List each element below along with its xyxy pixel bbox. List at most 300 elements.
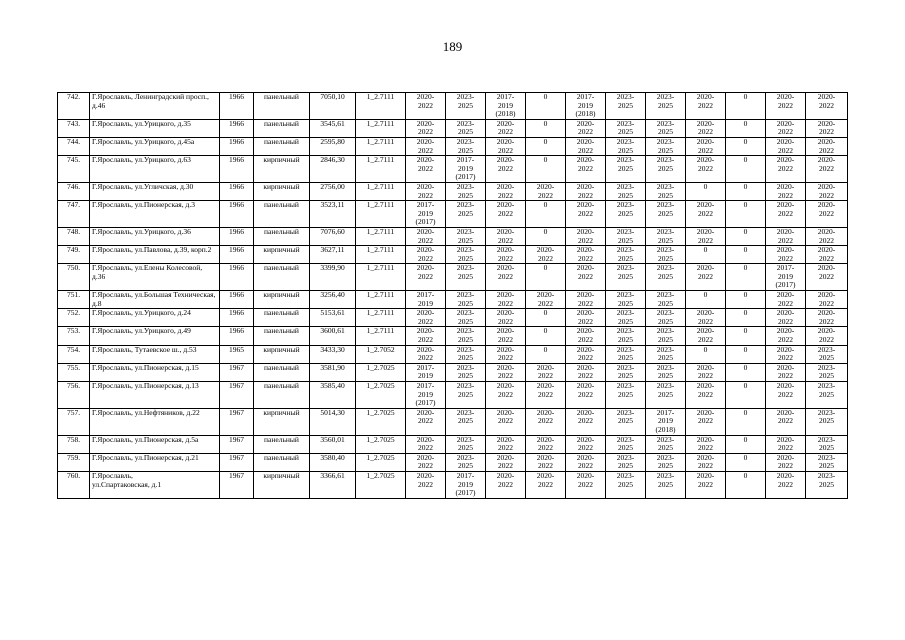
address-cell: Г.Ярославль, ул.Елены Колесовой, д.36 bbox=[90, 264, 220, 291]
repair-period-cell: 0 bbox=[686, 345, 726, 363]
repair-period-cell: 2023- 2025 bbox=[606, 119, 646, 137]
repair-period-cell: 2020- 2022 bbox=[566, 291, 606, 309]
repair-period-cell: 2023- 2025 bbox=[646, 156, 686, 183]
area-cell: 3585,40 bbox=[310, 382, 356, 409]
table-row bbox=[58, 246, 848, 264]
area-cell: 5014,30 bbox=[310, 408, 356, 435]
repair-period-cell: 2017- 2019 bbox=[406, 291, 446, 309]
series-code-cell: 1_2.7111 bbox=[356, 137, 406, 155]
repair-period-cell: 2020- 2022 bbox=[686, 408, 726, 435]
repair-period-cell: 2023- 2025 bbox=[646, 93, 686, 120]
repair-period-cell: 2023- 2025 bbox=[606, 291, 646, 309]
area-cell: 3256,40 bbox=[310, 291, 356, 309]
repair-period-cell: 2020- 2022 bbox=[686, 156, 726, 183]
repair-period-cell: 0 bbox=[726, 363, 766, 381]
repair-period-cell: 2020- 2022 bbox=[766, 327, 806, 345]
repair-period-cell: 2023- 2025 bbox=[446, 327, 486, 345]
series-code-cell: 1_2.7111 bbox=[356, 327, 406, 345]
page-number: 189 bbox=[442, 39, 463, 54]
area-cell: 7050,10 bbox=[310, 93, 356, 120]
area-cell: 3560,01 bbox=[310, 435, 356, 453]
row-number-cell: 750. bbox=[58, 264, 90, 291]
repair-period-cell: 2020- 2022 bbox=[766, 345, 806, 363]
repair-period-cell: 2020- 2022 bbox=[406, 309, 446, 327]
repair-period-cell: 2020- 2022 bbox=[766, 156, 806, 183]
wall-material-cell: панельный bbox=[254, 119, 310, 137]
repair-period-cell: 2023- 2025 bbox=[806, 382, 848, 409]
repair-period-cell: 2023- 2025 bbox=[646, 345, 686, 363]
repair-period-cell: 2023- 2025 bbox=[646, 327, 686, 345]
repair-period-cell: 2023- 2025 bbox=[806, 408, 848, 435]
repair-period-cell: 0 bbox=[686, 291, 726, 309]
repair-period-cell: 2020- 2022 bbox=[486, 246, 526, 264]
table-row bbox=[58, 291, 848, 309]
table-row bbox=[58, 345, 848, 363]
repair-period-cell: 2020- 2022 bbox=[406, 345, 446, 363]
repair-period-cell: 2023- 2025 bbox=[646, 435, 686, 453]
repair-period-cell: 2023- 2025 bbox=[606, 309, 646, 327]
repair-period-cell: 2020- 2022 bbox=[766, 363, 806, 381]
series-code-cell: 1_2.7111 bbox=[356, 119, 406, 137]
repair-period-cell: 2020- 2022 bbox=[766, 93, 806, 120]
series-code-cell: 1_2.7025 bbox=[356, 382, 406, 409]
repair-period-cell: 2020- 2022 bbox=[486, 227, 526, 245]
row-number-cell: 756. bbox=[58, 382, 90, 409]
repair-period-cell: 2023- 2025 bbox=[446, 227, 486, 245]
repair-period-cell: 0 bbox=[526, 93, 566, 120]
row-number-cell: 745. bbox=[58, 156, 90, 183]
repair-period-cell: 2020- 2022 bbox=[406, 453, 446, 471]
repair-period-cell: 2020- 2022 bbox=[566, 327, 606, 345]
repair-period-cell: 2020- 2022 bbox=[686, 264, 726, 291]
area-cell: 3523,11 bbox=[310, 201, 356, 228]
repair-period-cell: 0 bbox=[526, 264, 566, 291]
table-row bbox=[58, 201, 848, 228]
repair-period-cell: 0 bbox=[526, 227, 566, 245]
table-row bbox=[58, 327, 848, 345]
repair-period-cell: 2020- 2022 bbox=[686, 363, 726, 381]
repair-period-cell: 2020- 2022 bbox=[766, 137, 806, 155]
repair-period-cell: 2023- 2025 bbox=[606, 363, 646, 381]
repair-period-cell: 2020- 2022 bbox=[686, 471, 726, 498]
repair-period-cell: 2020- 2022 bbox=[686, 382, 726, 409]
repair-period-cell: 2020- 2022 bbox=[566, 345, 606, 363]
repair-period-cell: 2023- 2025 bbox=[446, 453, 486, 471]
wall-material-cell: панельный bbox=[254, 201, 310, 228]
address-cell: Г.Ярославль, ул.Пионерская, д.5а bbox=[90, 435, 220, 453]
repair-period-cell: 2023- 2025 bbox=[646, 453, 686, 471]
repair-period-cell: 2020- 2022 bbox=[766, 201, 806, 228]
repair-period-cell: 2023- 2025 bbox=[646, 471, 686, 498]
repair-period-cell: 2020- 2022 bbox=[806, 246, 848, 264]
series-code-cell: 1_2.7111 bbox=[356, 291, 406, 309]
repair-period-cell: 2023- 2025 bbox=[646, 201, 686, 228]
repair-period-cell: 2023- 2025 bbox=[806, 453, 848, 471]
row-number-cell: 754. bbox=[58, 345, 90, 363]
repair-period-cell: 2020- 2022 bbox=[406, 137, 446, 155]
repair-period-cell: 2020- 2022 bbox=[406, 182, 446, 200]
repair-period-cell: 2017- 2019 (2018) bbox=[566, 93, 606, 120]
repair-period-cell: 2020- 2022 bbox=[406, 156, 446, 183]
repair-period-cell: 2020- 2022 bbox=[566, 156, 606, 183]
repair-period-cell: 2020- 2022 bbox=[566, 453, 606, 471]
year-built-cell: 1967 bbox=[220, 382, 254, 409]
year-built-cell: 1966 bbox=[220, 327, 254, 345]
repair-period-cell: 2020- 2022 bbox=[486, 345, 526, 363]
repair-period-cell: 2020- 2022 bbox=[526, 246, 566, 264]
year-built-cell: 1966 bbox=[220, 309, 254, 327]
year-built-cell: 1966 bbox=[220, 291, 254, 309]
wall-material-cell: кирпичный bbox=[254, 408, 310, 435]
repair-period-cell: 2023- 2025 bbox=[446, 264, 486, 291]
repair-period-cell: 2020- 2022 bbox=[486, 291, 526, 309]
repair-period-cell: 2020- 2022 bbox=[766, 382, 806, 409]
row-number-cell: 760. bbox=[58, 471, 90, 498]
repair-period-cell: 2023- 2025 bbox=[446, 137, 486, 155]
address-cell: Г.Ярославль, ул.Урицкого, д.36 bbox=[90, 227, 220, 245]
repair-period-cell: 2020- 2022 bbox=[766, 471, 806, 498]
row-number-cell: 743. bbox=[58, 119, 90, 137]
table-row bbox=[58, 264, 848, 291]
repair-period-cell: 2023- 2025 bbox=[646, 363, 686, 381]
repair-period-cell: 2020- 2022 bbox=[406, 327, 446, 345]
repair-period-cell: 2020- 2022 bbox=[566, 137, 606, 155]
repair-period-cell: 2020- 2022 bbox=[486, 309, 526, 327]
year-built-cell: 1967 bbox=[220, 471, 254, 498]
address-cell: Г.Ярославль, Тутаевское ш., д.53 bbox=[90, 345, 220, 363]
repair-period-cell: 2020- 2022 bbox=[766, 119, 806, 137]
repair-period-cell: 2020- 2022 bbox=[486, 137, 526, 155]
wall-material-cell: кирпичный bbox=[254, 246, 310, 264]
repair-period-cell: 2020- 2022 bbox=[566, 246, 606, 264]
address-cell: Г.Ярославль, ул.Урицкого, д.49 bbox=[90, 327, 220, 345]
repair-period-cell: 2023- 2025 bbox=[646, 182, 686, 200]
repair-period-cell: 2023- 2025 bbox=[646, 119, 686, 137]
repair-period-cell: 2023- 2025 bbox=[446, 291, 486, 309]
repair-period-cell: 2020- 2022 bbox=[806, 227, 848, 245]
repair-period-cell: 0 bbox=[726, 408, 766, 435]
repair-period-cell: 2023- 2025 bbox=[606, 453, 646, 471]
repair-period-cell: 2020- 2022 bbox=[526, 182, 566, 200]
row-number-cell: 757. bbox=[58, 408, 90, 435]
year-built-cell: 1966 bbox=[220, 93, 254, 120]
repair-period-cell: 0 bbox=[526, 201, 566, 228]
housing-repair-schedule-table bbox=[57, 92, 848, 499]
repair-period-cell: 2017- 2019 (2017) bbox=[406, 201, 446, 228]
repair-period-cell: 0 bbox=[686, 246, 726, 264]
repair-period-cell: 2020- 2022 bbox=[766, 453, 806, 471]
repair-period-cell: 2020- 2022 bbox=[566, 182, 606, 200]
wall-material-cell: кирпичный bbox=[254, 471, 310, 498]
repair-period-cell: 2020- 2022 bbox=[406, 408, 446, 435]
series-code-cell: 1_2.7111 bbox=[356, 227, 406, 245]
repair-period-cell: 2023- 2025 bbox=[446, 309, 486, 327]
repair-period-cell: 2023- 2025 bbox=[606, 345, 646, 363]
repair-period-cell: 0 bbox=[726, 137, 766, 155]
repair-period-cell: 2020- 2022 bbox=[486, 382, 526, 409]
repair-period-cell: 2020- 2022 bbox=[686, 309, 726, 327]
repair-period-cell: 2020- 2022 bbox=[806, 119, 848, 137]
repair-period-cell: 2023- 2025 bbox=[606, 182, 646, 200]
repair-period-cell: 0 bbox=[526, 327, 566, 345]
series-code-cell: 1_2.7111 bbox=[356, 182, 406, 200]
repair-period-cell: 2020- 2022 bbox=[566, 382, 606, 409]
year-built-cell: 1967 bbox=[220, 408, 254, 435]
repair-period-cell: 2020- 2022 bbox=[766, 309, 806, 327]
repair-period-cell: 2020- 2022 bbox=[566, 309, 606, 327]
row-number-cell: 748. bbox=[58, 227, 90, 245]
address-cell: Г.Ярославль, ул.Нефтяников, д.22 bbox=[90, 408, 220, 435]
repair-period-cell: 2020- 2022 bbox=[566, 119, 606, 137]
address-cell: Г.Ярославль, ул.Павлова, д.39, корп.2 bbox=[90, 246, 220, 264]
repair-period-cell: 0 bbox=[726, 227, 766, 245]
repair-period-cell: 2017- 2019 (2017) bbox=[406, 382, 446, 409]
repair-period-cell: 0 bbox=[726, 345, 766, 363]
wall-material-cell: панельный bbox=[254, 137, 310, 155]
row-number-cell: 744. bbox=[58, 137, 90, 155]
repair-period-cell: 2023- 2025 bbox=[806, 345, 848, 363]
repair-period-cell: 2023- 2025 bbox=[606, 471, 646, 498]
address-cell: Г.Ярославль, ул.Угличская, д.30 bbox=[90, 182, 220, 200]
row-number-cell: 753. bbox=[58, 327, 90, 345]
address-cell: Г.Ярославль, ул.Пионерская, д.3 bbox=[90, 201, 220, 228]
repair-period-cell: 2017- 2019 (2018) bbox=[486, 93, 526, 120]
repair-period-cell: 2023- 2025 bbox=[646, 309, 686, 327]
repair-period-cell: 2017- 2019 (2017) bbox=[446, 471, 486, 498]
repair-period-cell: 2020- 2022 bbox=[486, 156, 526, 183]
repair-period-cell: 2023- 2025 bbox=[606, 408, 646, 435]
repair-period-cell: 0 bbox=[526, 309, 566, 327]
repair-period-cell: 0 bbox=[526, 119, 566, 137]
address-cell: Г.Ярославль, ул.Урицкого, д.63 bbox=[90, 156, 220, 183]
repair-period-cell: 2023- 2025 bbox=[446, 93, 486, 120]
wall-material-cell: панельный bbox=[254, 363, 310, 381]
repair-period-cell: 2020- 2022 bbox=[686, 137, 726, 155]
repair-period-cell: 2020- 2022 bbox=[766, 291, 806, 309]
repair-period-cell: 2023- 2025 bbox=[646, 246, 686, 264]
year-built-cell: 1966 bbox=[220, 182, 254, 200]
series-code-cell: 1_2.7111 bbox=[356, 309, 406, 327]
repair-period-cell: 2020- 2022 bbox=[486, 408, 526, 435]
repair-period-cell: 2020- 2022 bbox=[486, 435, 526, 453]
series-code-cell: 1_2.7111 bbox=[356, 246, 406, 264]
wall-material-cell: панельный bbox=[254, 93, 310, 120]
repair-period-cell: 0 bbox=[726, 156, 766, 183]
repair-period-cell: 2020- 2022 bbox=[806, 264, 848, 291]
repair-period-cell: 2023- 2025 bbox=[446, 201, 486, 228]
table-row bbox=[58, 435, 848, 453]
repair-period-cell: 2023- 2025 bbox=[446, 363, 486, 381]
repair-period-cell: 0 bbox=[726, 182, 766, 200]
year-built-cell: 1967 bbox=[220, 453, 254, 471]
address-cell: Г.Ярославль, ул.Пионерская, д.13 bbox=[90, 382, 220, 409]
repair-period-cell: 2020- 2022 bbox=[766, 182, 806, 200]
row-number-cell: 751. bbox=[58, 291, 90, 309]
repair-period-cell: 2020- 2022 bbox=[566, 435, 606, 453]
wall-material-cell: кирпичный bbox=[254, 156, 310, 183]
repair-period-cell: 2020- 2022 bbox=[486, 182, 526, 200]
wall-material-cell: панельный bbox=[254, 327, 310, 345]
area-cell: 2756,00 bbox=[310, 182, 356, 200]
repair-period-cell: 0 bbox=[726, 471, 766, 498]
repair-period-cell: 2020- 2022 bbox=[806, 182, 848, 200]
row-number-cell: 746. bbox=[58, 182, 90, 200]
repair-period-cell: 2020- 2022 bbox=[486, 119, 526, 137]
area-cell: 3600,61 bbox=[310, 327, 356, 345]
repair-period-cell: 0 bbox=[726, 93, 766, 120]
repair-period-cell: 2020- 2022 bbox=[526, 382, 566, 409]
repair-period-cell: 2023- 2025 bbox=[446, 382, 486, 409]
repair-period-cell: 2020- 2022 bbox=[406, 227, 446, 245]
series-code-cell: 1_2.7025 bbox=[356, 453, 406, 471]
repair-period-cell: 0 bbox=[726, 119, 766, 137]
repair-period-cell: 2020- 2022 bbox=[406, 93, 446, 120]
repair-period-cell: 2020- 2022 bbox=[566, 227, 606, 245]
repair-period-cell: 2020- 2022 bbox=[486, 471, 526, 498]
series-code-cell: 1_2.7052 bbox=[356, 345, 406, 363]
address-cell: Г.Ярославль, Ленинградский просп., д.46 bbox=[90, 93, 220, 120]
row-number-cell: 752. bbox=[58, 309, 90, 327]
repair-period-cell: 0 bbox=[526, 345, 566, 363]
repair-period-cell: 0 bbox=[526, 156, 566, 183]
series-code-cell: 1_2.7111 bbox=[356, 264, 406, 291]
repair-period-cell: 2017- 2019 (2017) bbox=[446, 156, 486, 183]
repair-period-cell: 2020- 2022 bbox=[686, 93, 726, 120]
table-row bbox=[58, 137, 848, 155]
repair-period-cell: 2020- 2022 bbox=[686, 453, 726, 471]
year-built-cell: 1966 bbox=[220, 264, 254, 291]
repair-period-cell: 2020- 2022 bbox=[486, 327, 526, 345]
wall-material-cell: панельный bbox=[254, 309, 310, 327]
repair-period-cell: 2023- 2025 bbox=[806, 363, 848, 381]
table-row bbox=[58, 453, 848, 471]
repair-period-cell: 2023- 2025 bbox=[606, 264, 646, 291]
table-row bbox=[58, 363, 848, 381]
address-cell: Г.Ярославль, ул.Пионерская, д.15 bbox=[90, 363, 220, 381]
wall-material-cell: панельный bbox=[254, 453, 310, 471]
series-code-cell: 1_2.7111 bbox=[356, 156, 406, 183]
table-row bbox=[58, 471, 848, 498]
row-number-cell: 749. bbox=[58, 246, 90, 264]
area-cell: 3627,11 bbox=[310, 246, 356, 264]
repair-period-cell: 2023- 2025 bbox=[606, 93, 646, 120]
repair-period-cell: 0 bbox=[726, 309, 766, 327]
repair-period-cell: 2020- 2022 bbox=[766, 227, 806, 245]
repair-period-cell: 2020- 2022 bbox=[686, 201, 726, 228]
repair-period-cell: 2020- 2022 bbox=[406, 264, 446, 291]
repair-period-cell: 0 bbox=[726, 382, 766, 409]
repair-period-cell: 2020- 2022 bbox=[526, 435, 566, 453]
repair-period-cell: 2020- 2022 bbox=[566, 264, 606, 291]
repair-period-cell: 0 bbox=[726, 327, 766, 345]
repair-period-cell: 2017- 2019 bbox=[406, 363, 446, 381]
repair-period-cell: 2023- 2025 bbox=[606, 227, 646, 245]
repair-period-cell: 0 bbox=[726, 435, 766, 453]
repair-period-cell: 2020- 2022 bbox=[806, 309, 848, 327]
row-number-cell: 742. bbox=[58, 93, 90, 120]
series-code-cell: 1_2.7025 bbox=[356, 408, 406, 435]
table-row bbox=[58, 156, 848, 183]
repair-period-cell: 2020- 2022 bbox=[806, 327, 848, 345]
repair-period-cell: 2020- 2022 bbox=[526, 471, 566, 498]
repair-period-cell: 2020- 2022 bbox=[526, 363, 566, 381]
year-built-cell: 1966 bbox=[220, 227, 254, 245]
area-cell: 7076,60 bbox=[310, 227, 356, 245]
repair-period-cell: 2020- 2022 bbox=[406, 119, 446, 137]
repair-period-cell: 2023- 2025 bbox=[606, 246, 646, 264]
repair-period-cell: 2020- 2022 bbox=[406, 435, 446, 453]
table-row bbox=[58, 408, 848, 435]
repair-period-cell: 0 bbox=[526, 137, 566, 155]
repair-period-cell: 2017- 2019 (2018) bbox=[646, 408, 686, 435]
repair-period-cell: 2020- 2022 bbox=[406, 246, 446, 264]
wall-material-cell: панельный bbox=[254, 264, 310, 291]
repair-period-cell: 0 bbox=[726, 453, 766, 471]
row-number-cell: 759. bbox=[58, 453, 90, 471]
repair-period-cell: 2020- 2022 bbox=[486, 363, 526, 381]
repair-period-cell: 2023- 2025 bbox=[446, 408, 486, 435]
wall-material-cell: кирпичный bbox=[254, 345, 310, 363]
repair-period-cell: 2020- 2022 bbox=[686, 119, 726, 137]
repair-period-cell: 2023- 2025 bbox=[646, 227, 686, 245]
area-cell: 3399,90 bbox=[310, 264, 356, 291]
repair-period-cell: 2023- 2025 bbox=[446, 246, 486, 264]
area-cell: 3581,90 bbox=[310, 363, 356, 381]
year-built-cell: 1966 bbox=[220, 201, 254, 228]
repair-period-cell: 2020- 2022 bbox=[766, 435, 806, 453]
repair-period-cell: 2020- 2022 bbox=[806, 291, 848, 309]
repair-period-cell: 2020- 2022 bbox=[806, 93, 848, 120]
repair-period-cell: 2020- 2022 bbox=[806, 201, 848, 228]
repair-period-cell: 2020- 2022 bbox=[686, 327, 726, 345]
table-row bbox=[58, 93, 848, 120]
wall-material-cell: панельный bbox=[254, 435, 310, 453]
year-built-cell: 1966 bbox=[220, 137, 254, 155]
year-built-cell: 1967 bbox=[220, 435, 254, 453]
repair-period-cell: 2023- 2025 bbox=[646, 137, 686, 155]
area-cell: 5153,61 bbox=[310, 309, 356, 327]
repair-period-cell: 2020- 2022 bbox=[526, 291, 566, 309]
repair-period-cell: 2017- 2019 (2017) bbox=[766, 264, 806, 291]
year-built-cell: 1967 bbox=[220, 363, 254, 381]
address-cell: Г.Ярославль, ул.Большая Техническая, д.8 bbox=[90, 291, 220, 309]
repair-period-cell: 2023- 2025 bbox=[606, 382, 646, 409]
repair-period-cell: 2020- 2022 bbox=[806, 156, 848, 183]
area-cell: 3433,30 bbox=[310, 345, 356, 363]
repair-period-cell: 0 bbox=[726, 201, 766, 228]
row-number-cell: 758. bbox=[58, 435, 90, 453]
address-cell: Г.Ярославль, ул.Урицкого, д.45а bbox=[90, 137, 220, 155]
repair-period-cell: 2020- 2022 bbox=[766, 246, 806, 264]
repair-period-cell: 2020- 2022 bbox=[406, 471, 446, 498]
repair-period-cell: 2023- 2025 bbox=[806, 471, 848, 498]
address-cell: Г.Ярославль, ул.Урицкого, д.35 bbox=[90, 119, 220, 137]
wall-material-cell: панельный bbox=[254, 227, 310, 245]
series-code-cell: 1_2.7025 bbox=[356, 363, 406, 381]
repair-period-cell: 2023- 2025 bbox=[646, 264, 686, 291]
repair-period-cell: 2023- 2025 bbox=[606, 435, 646, 453]
repair-period-cell: 2023- 2025 bbox=[606, 137, 646, 155]
repair-period-cell: 2020- 2022 bbox=[766, 408, 806, 435]
wall-material-cell: панельный bbox=[254, 382, 310, 409]
year-built-cell: 1966 bbox=[220, 119, 254, 137]
year-built-cell: 1965 bbox=[220, 345, 254, 363]
repair-period-cell: 2020- 2022 bbox=[486, 264, 526, 291]
repair-period-cell: 2020- 2022 bbox=[566, 201, 606, 228]
repair-period-cell: 2023- 2025 bbox=[646, 291, 686, 309]
table-row bbox=[58, 119, 848, 137]
repair-period-cell: 0 bbox=[686, 182, 726, 200]
